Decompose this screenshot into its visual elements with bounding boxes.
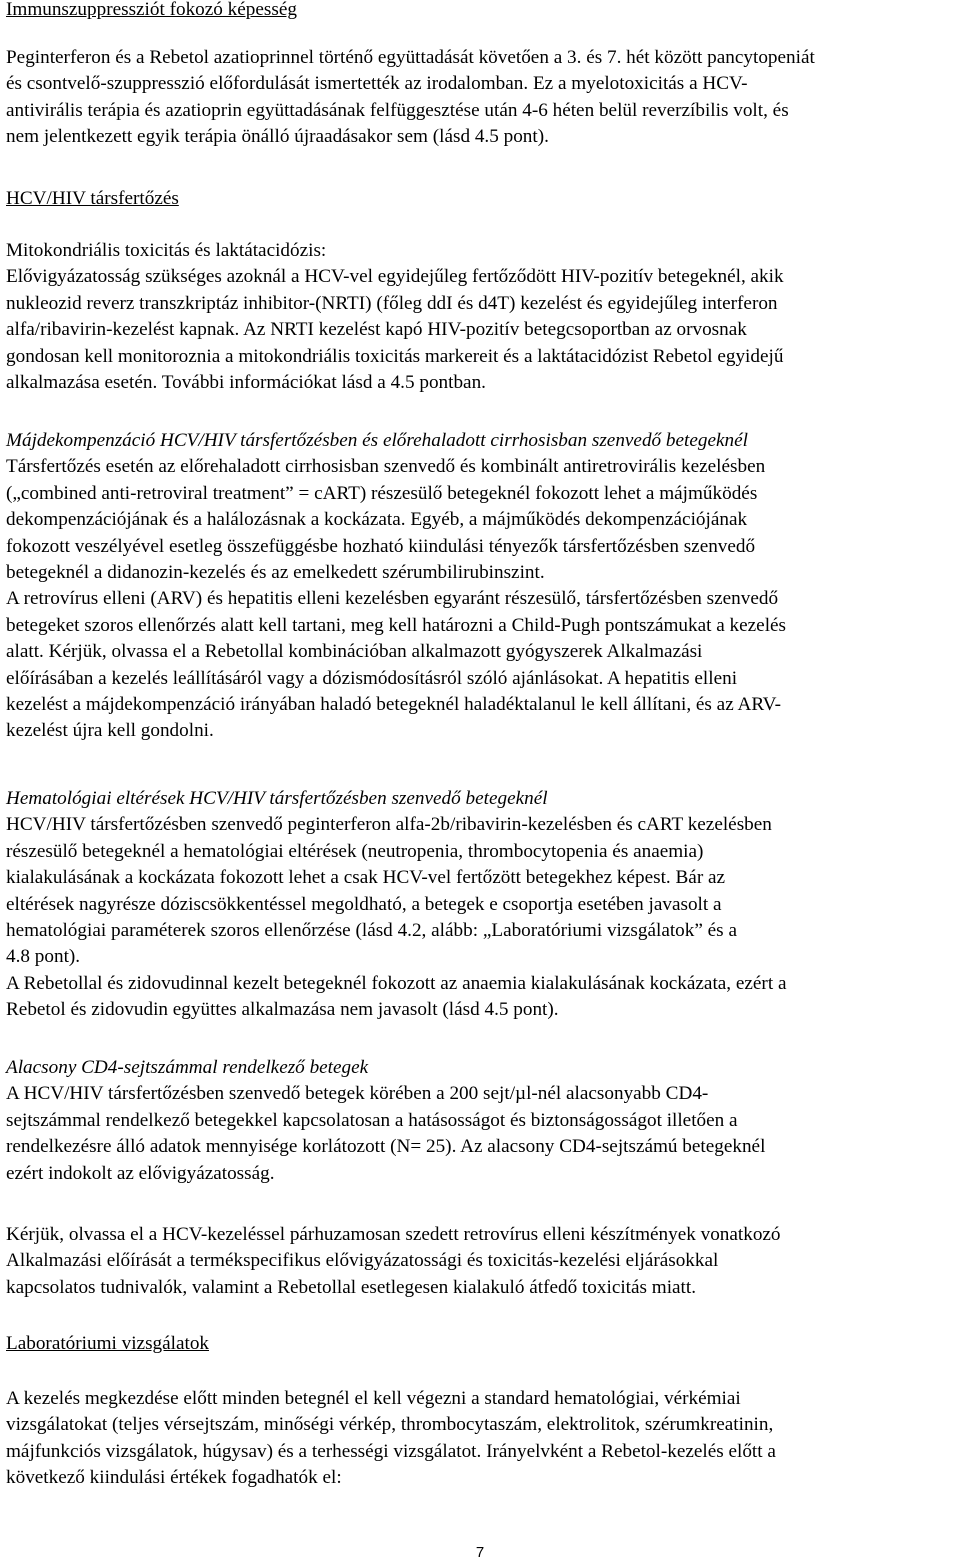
text-line: kezelést újra kell gondolni.: [6, 720, 214, 742]
immunosuppression-paragraph: [6, 45, 956, 151]
paragraph-subheading: Mitokondriális toxicitás és laktátacidózis:: [6, 240, 327, 261]
text-line: HCV/HIV társfertőzésben szenvedő peginterferon alfa-2b/ribavirin-kezelésben és cART kezelésben: [6, 814, 772, 836]
text-line: sejtszámmal rendelkező betegekkel kapcsolatosan a hatásosságot és biztonságosságot illetően a: [6, 1109, 738, 1131]
text-line: alfa/ribavirin-kezelést kapnak. Az NRTI kezelést kapó HIV-pozitív betegcsoportban az orvosnak: [6, 319, 747, 341]
text-line: Elővigyázatosság szükséges azoknál a HCV-vel egyidejűleg fertőződött HIV-pozitív betegeknél, akik: [6, 266, 784, 288]
text-line: kezelést a májdekompenzáció irányában haladó betegeknél haladéktalanul le kell állítani, és az ARV-: [6, 694, 782, 716]
mitochondrial-toxicity-paragraph: [6, 238, 956, 396]
text-line: antivirális terápia és azatioprin együttadásának felfüggesztése után 4-6 héten belül reverzíbilis volt, és: [6, 99, 789, 121]
text-line: betegeknél a didanozin-kezelés és az emelkedett szérumbilirubinszint.: [6, 562, 545, 584]
text-line: betegeket szoros ellenőrzés alatt kell tartani, meg kell határozni a Child-Pugh pontszámukat a kezelés: [6, 614, 787, 636]
section-heading: Hematológiai eltérések HCV/HIV társfertőzésben szenvedő betegeknél: [6, 788, 548, 809]
section-hematological: [6, 786, 956, 1024]
text-line: fokozott veszélyével esetleg összefüggésbe hozható kiindulási tényezők társfertőzésben szenvedő: [6, 535, 756, 557]
text-line: 4.8 pont).: [6, 946, 81, 968]
text-line: Peginterferon és a Rebetol azatioprinnel történő együttadását követően a 3. és 7. hét között pancytopeniát: [6, 47, 815, 68]
section-laboratory: [6, 1331, 956, 1357]
text-line: A retrovírus elleni (ARV) és hepatitis elleni kezelésben egyaránt részesülő, társfertőzésben szenvedő: [6, 588, 779, 610]
text-line: („combined anti-retroviral treatment” = cART) részesülő betegeknél fokozott lehet a májműködés: [6, 482, 758, 504]
text-line: következő kiindulási értékek fogadhatók el:: [6, 1467, 342, 1489]
text-line: vizsgálatokat (teljes vérsejtszám, minőségi vérkép, thrombocytaszám, elektrolitok, szérumkreatinin,: [6, 1414, 774, 1436]
text-line: nukleozid reverz transzkriptáz inhibitor-(NRTI) (főleg ddI és d4T) kezelést és egyidejűleg interferon: [6, 292, 778, 314]
section-heading: Májdekompenzáció HCV/HIV társfertőzésben és előrehaladott cirrhosisban szenvedő betegeknél: [6, 430, 748, 451]
arv-paragraph: [6, 1222, 956, 1301]
text-line: A kezelés megkezdése előtt minden betegnél el kell végezni a standard hematológiai, vérkémiai: [6, 1388, 741, 1409]
text-line: kapcsolatos tudnivalók, valamint a Rebetollal esetlegesen kialakuló átfedő toxicitás miatt.: [6, 1276, 697, 1298]
section-liver-decompensation: [6, 428, 956, 745]
text-line: kialakulásának a kockázata fokozott lehet a csak HCV-vel fertőzött betegekhez képest. Bár az: [6, 867, 726, 889]
text-line: A Rebetollal és zidovudinnal kezelt betegeknél fokozott az anaemia kialakulásának kockázata, ezért a: [6, 972, 787, 994]
section-hcv-hiv: [6, 186, 956, 212]
text-line: alkalmazása esetén. További információkat lásd a 4.5 pontban.: [6, 372, 486, 394]
text-line: A HCV/HIV társfertőzésben szenvedő betegek körében a 200 sejt/µl-nél alacsonyabb CD4-: [6, 1083, 709, 1105]
section-heading: HCV/HIV társfertőzés: [6, 188, 179, 209]
text-line: gondosan kell monitoroznia a mitokondriális toxicitás markereit és a laktátacidózist Rebetol egyidejű: [6, 345, 784, 367]
text-line: alatt. Kérjük, olvassa el a Rebetollal kombinációban alkalmazott gyógyszerek Alkalmazási: [6, 641, 703, 663]
text-line: májfunkciós vizsgálatok, húgysav) és a terhességi vizsgálatot. Irányelvként a Rebetol-kezelés előtt a: [6, 1440, 776, 1462]
text-line: ezért indokolt az elővigyázatosság.: [6, 1162, 275, 1184]
text-line: hematológiai paraméterek szoros ellenőrzése (lásd 4.2, alább: „Laboratóriumi vizsgálatok” és a: [6, 920, 737, 942]
laboratory-paragraph: [6, 1386, 956, 1492]
text-line: Társfertőzés esetén az előrehaladott cirrhosisban szenvedő és kombinált antiretrovirális kezelésben: [6, 456, 766, 478]
section-heading: Laboratóriumi vizsgálatok: [6, 1333, 210, 1354]
page-number: 7: [475, 1544, 485, 1561]
section-heading: Alacsony CD4-sejtszámmal rendelkező betegek: [6, 1057, 369, 1078]
text-line: Kérjük, olvassa el a HCV-kezeléssel párhuzamosan szedett retrovírus elleni készítmények vonatkozó: [6, 1224, 781, 1245]
text-line: részesülő betegeknél a hematológiai eltérések (neutropenia, thrombocytopenia és anaemia): [6, 840, 704, 862]
text-line: dekompenzációjának és a halálozásnak a kockázata. Egyéb, a májműködés dekompenzációjának: [6, 509, 748, 531]
section-heading: Immunszuppressziót fokozó képesség: [6, 0, 297, 20]
text-line: és csontvelő-szuppresszió előfordulását ismertették az irodalomban. Ez a myelotoxicitás a HCV-: [6, 73, 748, 95]
text-line: előírásában a kezelés leállításáról vagy a dózismódosításról szóló ajánlásokat. A hepatitis elleni: [6, 667, 738, 689]
section-immunosuppression: [6, 0, 956, 23]
text-line: rendelkezésre álló adatok mennyisége korlátozott (N= 25). Az alacsony CD4-sejtszámú betegeknél: [6, 1136, 766, 1158]
text-line: eltérések nagyrésze dóziscsökkentéssel megoldható, a betegek e csoportja esetében javasolt a: [6, 893, 722, 915]
text-line: Rebetol és zidovudin együttes alkalmazása nem javasolt (lásd 4.5 pont).: [6, 999, 559, 1021]
text-line: Alkalmazási előírását a termékspecifikus elővigyázatossági és toxicitás-kezelési eljárásokkal: [6, 1250, 719, 1272]
section-low-cd4: [6, 1055, 956, 1187]
text-line: nem jelentkezett egyik terápia önálló újraadásakor sem (lásd 4.5 pont).: [6, 126, 549, 148]
